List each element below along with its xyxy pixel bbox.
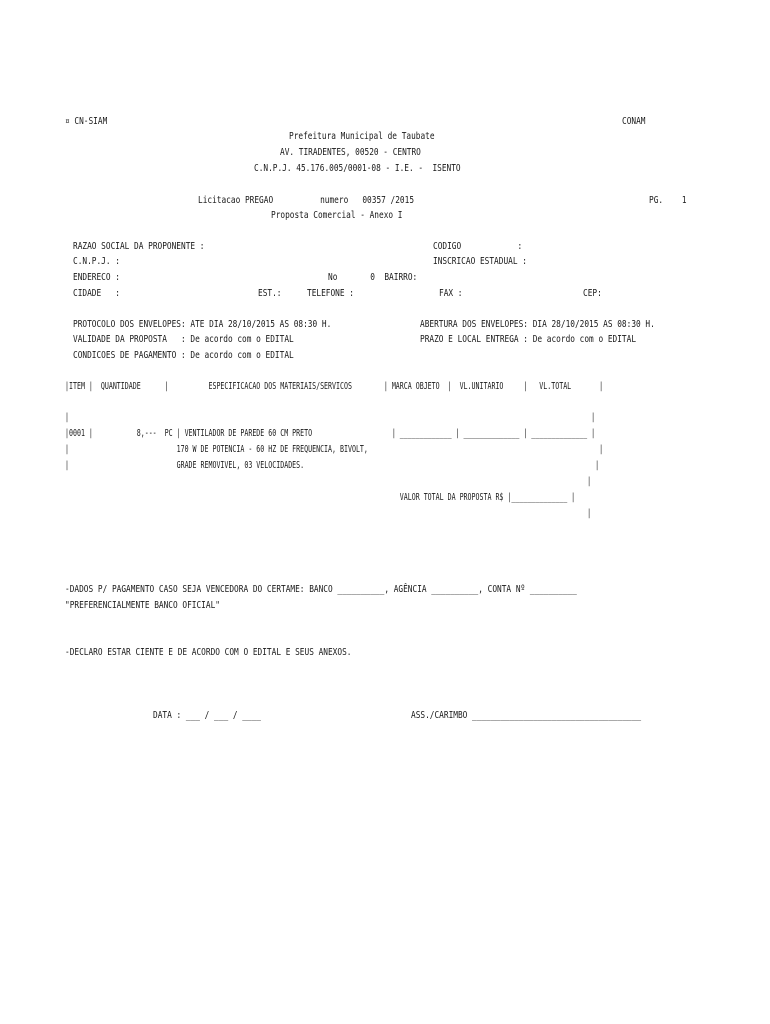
- table-row: | |: [65, 412, 596, 423]
- table-row: |: [65, 476, 592, 487]
- cep-label: CEP:: [583, 288, 602, 299]
- tender-line: Licitacao PREGAO numero 00357 /2015: [198, 195, 415, 206]
- page-number: PG. 1: [649, 195, 687, 206]
- razao-social-label: RAZAO SOCIAL DA PROPONENTE :: [73, 241, 205, 252]
- table-row: | 170 W DE POTENCIA - 60 HZ DE FREQUENCIA, BIVOLT, |: [65, 444, 604, 455]
- codigo-label: CODIGO :: [433, 241, 523, 252]
- prazo-text: PRAZO E LOCAL ENTREGA : De acordo com o EDITAL: [420, 334, 637, 345]
- pagamento-text: CONDICOES DE PAGAMENTO : De acordo com o EDITAL: [73, 350, 294, 361]
- table-row: | GRADE REMOVIVEL, 03 VELOCIDADES. |: [65, 460, 600, 471]
- total-row: VALOR TOTAL DA PROPOSTA R$ |______________ |: [65, 492, 576, 503]
- inscricao-label: INSCRICAO ESTADUAL :: [433, 256, 527, 267]
- abertura-text: ABERTURA DOS ENVELOPES: DIA 28/10/2015 AS 08:30 H.: [420, 319, 655, 330]
- conam-label: CONAM: [622, 116, 646, 127]
- fax-label: FAX :: [439, 288, 463, 299]
- cidade-label: CIDADE :: [73, 288, 120, 299]
- telefone-label: TELEFONE :: [307, 288, 354, 299]
- payment-data-line: -DADOS P/ PAGAMENTO CASO SEJA VENCEDORA DO CERTAME: BANCO __________, AGÊNCIA __________, CONTA Nº __________: [65, 584, 577, 595]
- endereco-label: ENDERECO :: [73, 272, 120, 283]
- tender-subtitle: Proposta Comercial - Anexo I: [271, 210, 403, 221]
- declaration-text: -DECLARO ESTAR CIENTE E DE ACORDO COM O EDITAL E SEUS ANEXOS.: [65, 647, 352, 658]
- est-label: EST.:: [258, 288, 282, 299]
- table-header: |ITEM | QUANTIDADE | ESPECIFICACAO DOS MATERIAIS/SERVICOS | MARCA OBJETO | VL.UNITARIO | VL.TOTAL |: [65, 381, 604, 392]
- cnpj-label: C.N.P.J. :: [73, 256, 120, 267]
- validade-text: VALIDADE DA PROPOSTA : De acordo com o EDITAL: [73, 334, 294, 345]
- org-cnpj: C.N.P.J. 45.176.005/0001-08 - I.E. - ISENTO: [254, 163, 461, 174]
- signature-field: ASS./CARIMBO ____________________________________: [411, 710, 642, 721]
- preferencial-note: "PREFERENCIALMENTE BANCO OFICIAL": [65, 600, 220, 611]
- protocolo-text: PROTOCOLO DOS ENVELOPES: ATE DIA 28/10/2015 AS 08:30 H.: [73, 319, 332, 330]
- table-row: |: [65, 508, 592, 519]
- no-bairro-label: No 0 BAIRRO:: [328, 272, 418, 283]
- system-label: ¤ CN-SIAM: [65, 116, 108, 127]
- table-row: |0001 | 8,--- PC | VENTILADOR DE PAREDE 60 CM PRETO | _____________ | ______________ | ______________ |: [65, 428, 596, 439]
- org-address: AV. TIRADENTES, 00520 - CENTRO: [280, 147, 421, 158]
- date-field: DATA : ___ / ___ / ____: [153, 710, 262, 721]
- org-name: Prefeitura Municipal de Taubate: [289, 131, 435, 142]
